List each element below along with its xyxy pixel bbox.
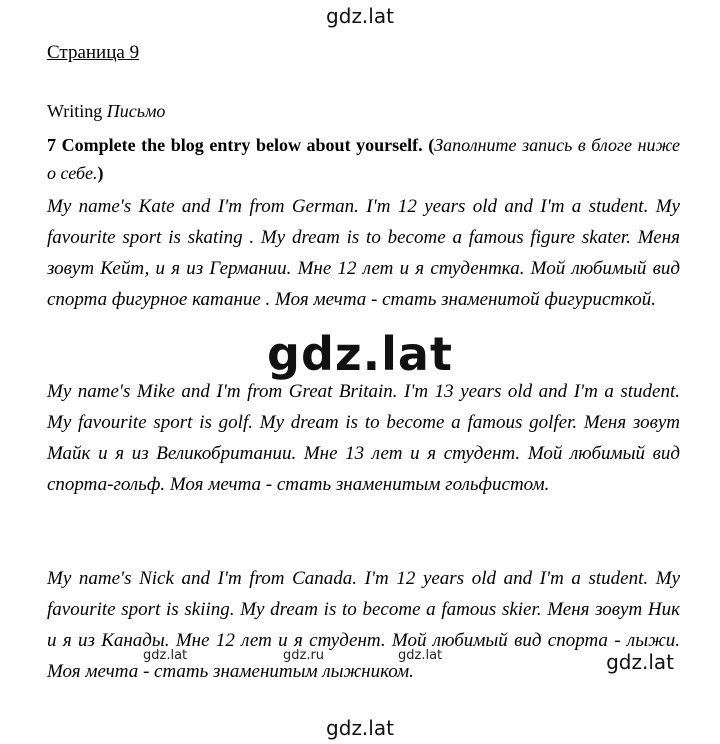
watermark-small-1: gdz.lat [143,648,188,663]
answer-paragraph-3: My name's Nick and I'm from Canada. I'm 12 years old and I'm a student. My favourite sport is skiing. My dream is to become a famous skier. Меня зовут Ник и я из Канады. Мне 12 лет и я студент. Мой любимый вид спорта - лыжи. Моя мечта - стать знаменитым лыжником. [47,568,680,682]
watermark-small-3: gdz.lat [398,648,443,663]
watermark-right: gdz.lat [606,650,674,674]
watermark-center: gdz.lat [267,327,453,381]
task-open-paren: ( [428,135,435,155]
watermark-bottom: gdz.lat [326,716,394,740]
section-heading [47,101,165,122]
task-instruction [47,131,680,187]
task-text: 7 Complete the blog entry below about yourself. [47,135,423,155]
task-translation: Заполните запись в блоге ниже о себе. [47,135,681,183]
answer-paragraph-1: My name's Kate and I'm from German. I'm 12 years old and I'm a student. My favourite sport is skating . My dream is to become a famous figure skater. Меня зовут Кейт, и я из Германии. Мне 12 лет и я студентка. Мой любимый вид спорта фигурное катание . Моя мечта - стать знаменитой фигуристкой. [47,196,680,310]
task-close-paren: ) [97,163,104,183]
section-title-ru: Письмо [106,101,166,121]
watermark-small-2: gdz.ru [283,648,325,663]
answer-paragraph-2: My name's Mike and I'm from Great Britain. I'm 13 years old and I'm a student. My favourite sport is golf. My dream is to become a famous golfer. Меня зовут Майк и я из Великобритании. Мне 13 лет и я студент. Мой любимый вид спорта-гольф. Моя мечта - стать знаменитым гольфистом. [47,381,680,495]
watermark-top: gdz.lat [326,4,394,28]
page-title: Страница 9 [47,42,140,63]
section-title-en: Writing [47,101,103,121]
